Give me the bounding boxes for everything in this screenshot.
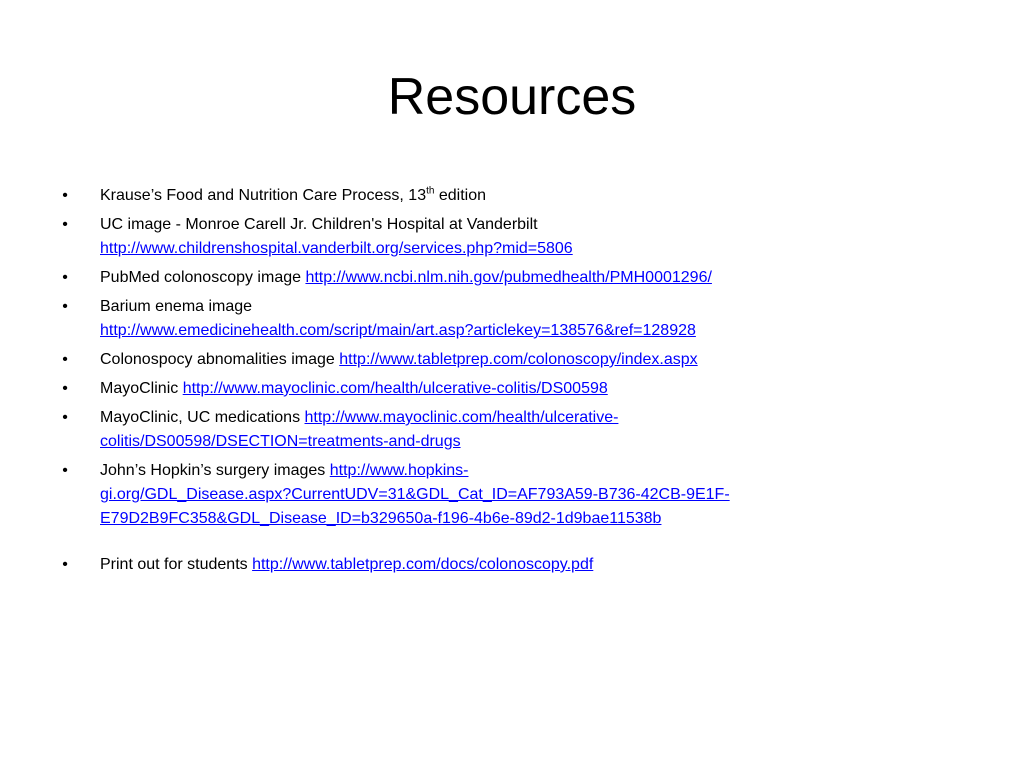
list-item <box>60 459 960 531</box>
bullet-icon: • <box>62 351 68 368</box>
resource-link[interactable]: http://www.tabletprep.com/colonoscopy/index.aspx <box>339 351 698 368</box>
item-text: Print out for students <box>100 556 253 573</box>
bullet-icon: • <box>62 380 68 397</box>
list-item <box>60 184 960 208</box>
item-text: Colonospocy abnomalities image <box>100 351 340 368</box>
resource-link[interactable]: http://www.emedicinehealth.com/script/main/art.asp?articlekey=138576&ref=128928 <box>100 322 696 339</box>
bullet-icon: • <box>62 409 68 426</box>
bullet-icon: • <box>62 556 68 573</box>
resource-link[interactable]: http://www.mayoclinic.com/health/ulcerative-colitis/DS00598 <box>182 380 608 397</box>
resource-link[interactable]: http://www.hopkins- <box>329 462 469 479</box>
item-text: UC image - Monroe Carell Jr. Children's Hospital at Vanderbilt <box>100 216 538 233</box>
resource-link[interactable]: http://www.tabletprep.com/docs/colonoscopy.pdf <box>252 556 594 573</box>
list-item <box>60 213 960 261</box>
resource-list <box>60 184 960 582</box>
list-item <box>60 553 960 577</box>
item-text: Barium enema image <box>100 298 253 315</box>
item-superscript: th <box>426 185 435 197</box>
bullet-icon: • <box>62 269 68 286</box>
resource-link[interactable]: http://www.childrenshospital.vanderbilt.org/services.php?mid=5806 <box>100 240 573 257</box>
item-text: PubMed colonoscopy image <box>100 269 306 286</box>
resource-link[interactable]: http://www.mayoclinic.com/health/ulcerative- <box>304 409 619 426</box>
item-text: MayoClinic <box>100 380 183 397</box>
item-text: John’s Hopkin’s surgery images <box>100 462 330 479</box>
resource-link-continued[interactable]: gi.org/GDL_Disease.aspx?CurrentUDV=31&GDL_Cat_ID=AF793A59-B736-42CB-9E1F- <box>100 486 730 503</box>
item-text-after: edition <box>434 187 487 204</box>
bullet-icon: • <box>62 216 68 233</box>
resource-link[interactable]: http://www.ncbi.nlm.nih.gov/pubmedhealth/PMH0001296/ <box>305 269 712 286</box>
list-item <box>60 348 960 372</box>
list-item <box>60 266 960 290</box>
slide-title: Resources <box>387 68 637 126</box>
list-item <box>60 377 960 401</box>
bullet-icon: • <box>62 187 68 204</box>
resource-link-continued[interactable]: colitis/DS00598/DSECTION=treatments-and-drugs <box>100 433 461 450</box>
item-text: Krause’s Food and Nutrition Care Process, 13 <box>100 187 427 204</box>
bullet-icon: • <box>62 462 68 479</box>
list-item <box>60 406 960 454</box>
list-item <box>60 295 960 343</box>
bullet-icon: • <box>62 298 68 315</box>
item-text: MayoClinic, UC medications <box>100 409 305 426</box>
resource-link-continued[interactable]: E79D2B9FC358&GDL_Disease_ID=b329650a-f196-4b6e-89d2-1d9bae11538b <box>100 510 662 527</box>
